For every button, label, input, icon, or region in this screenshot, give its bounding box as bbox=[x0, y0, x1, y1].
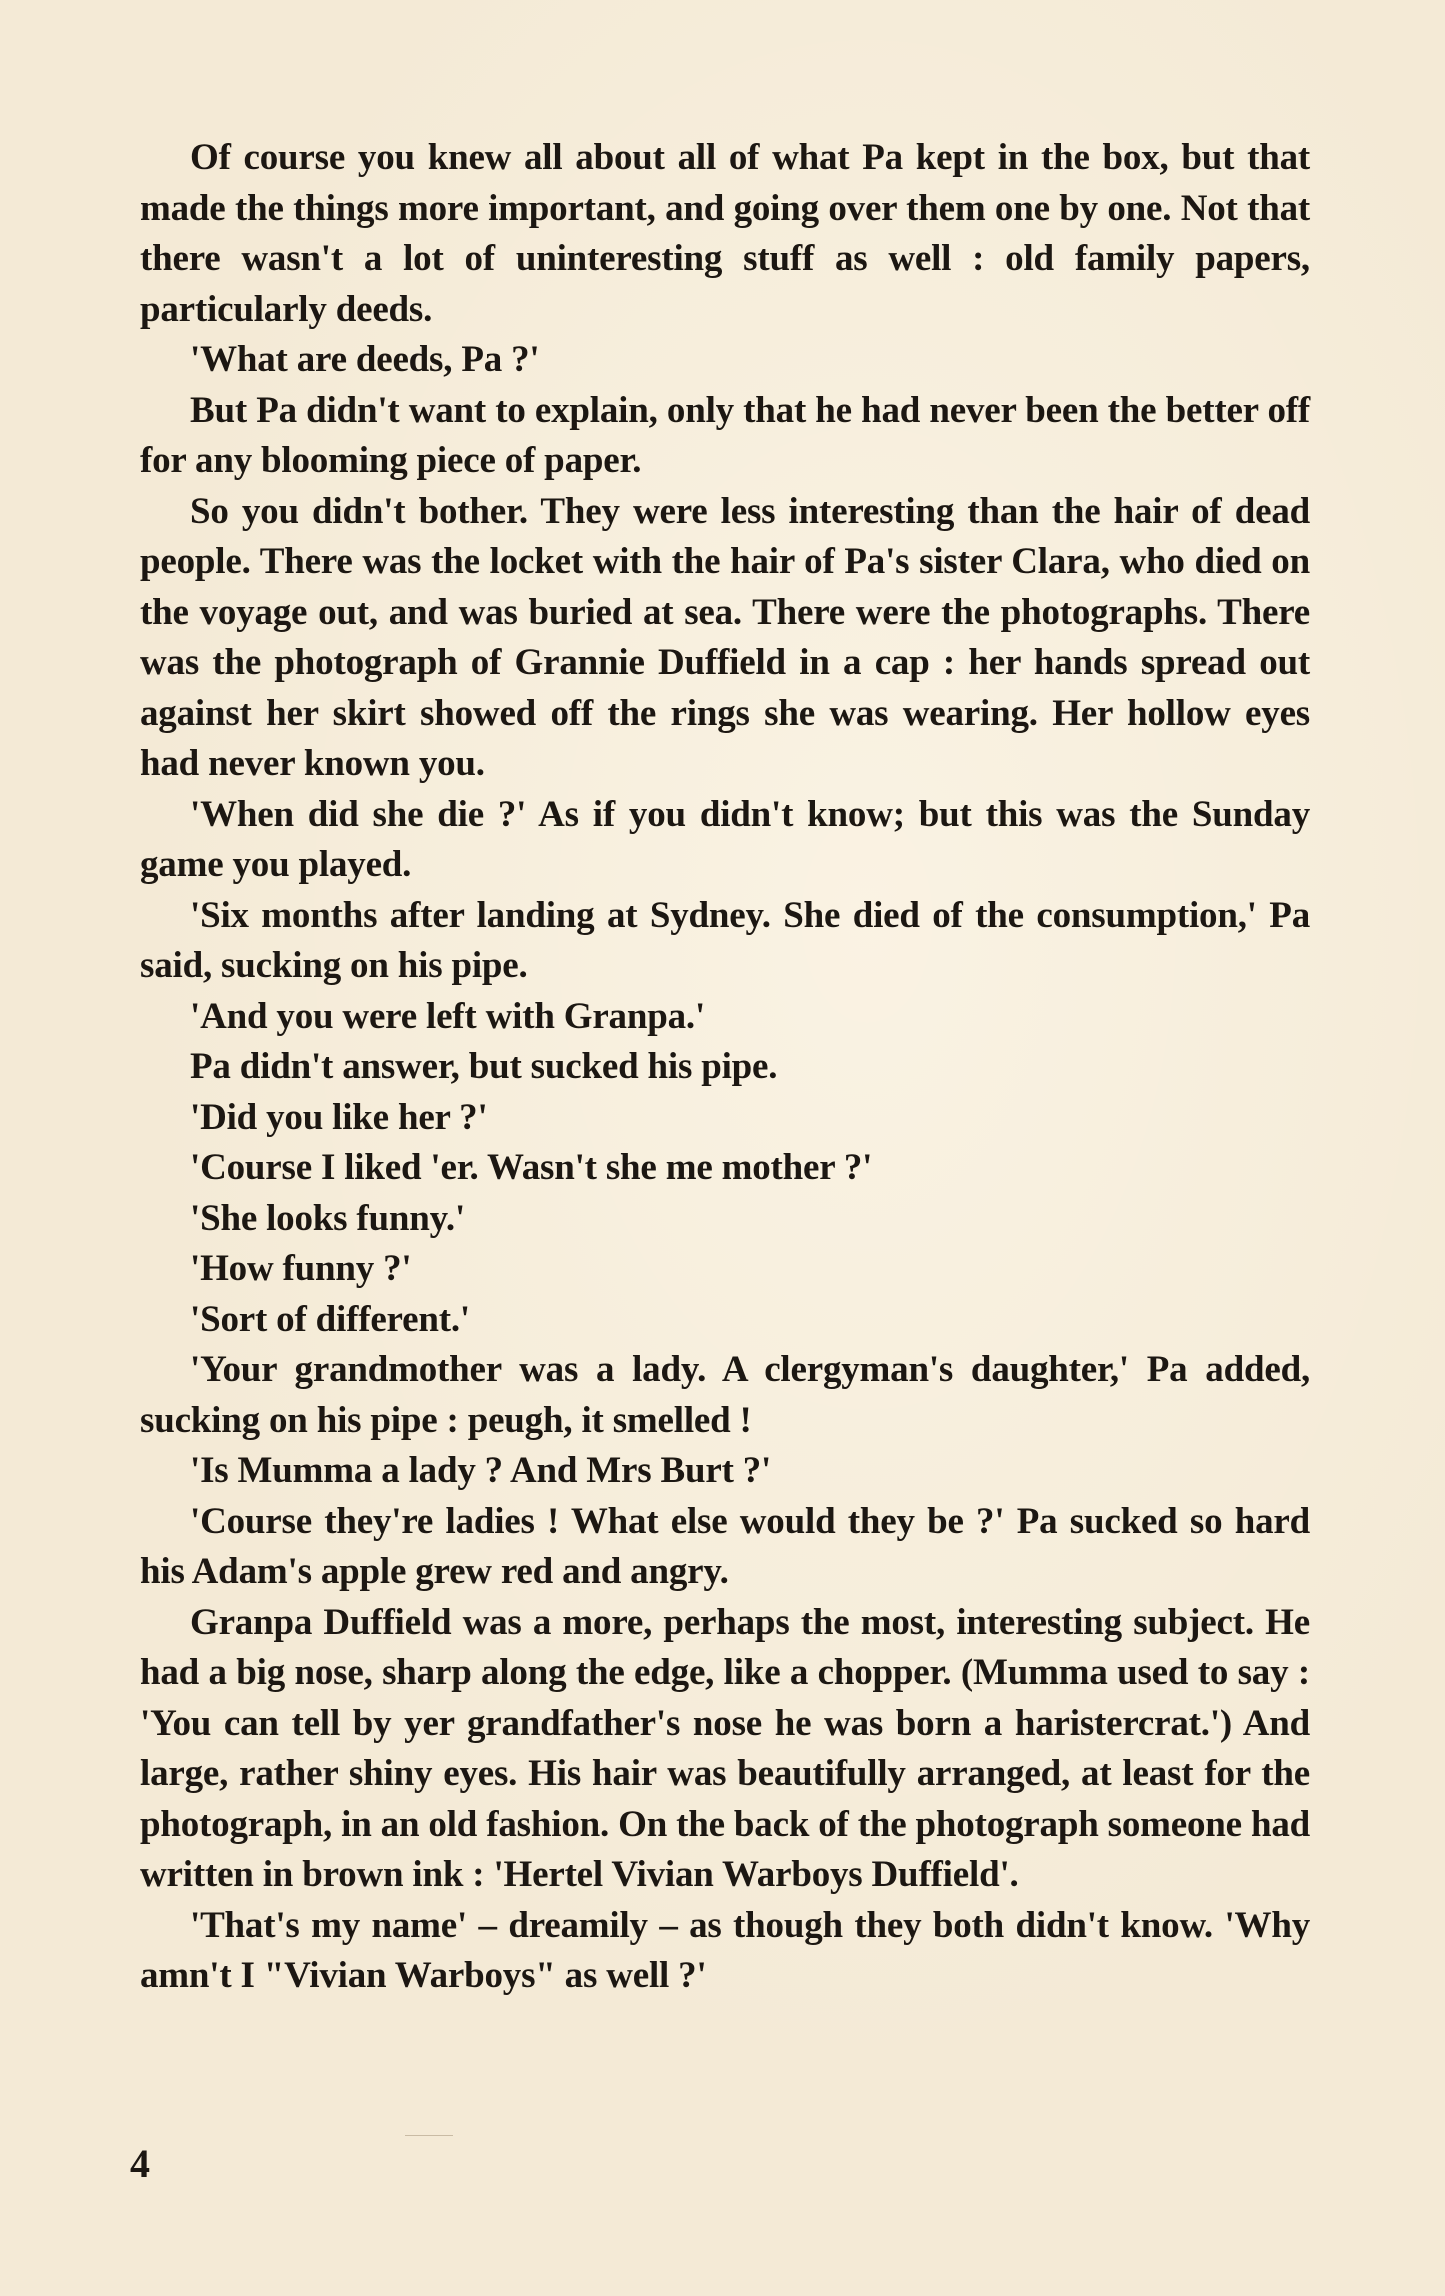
paragraph: Granpa Duffield was a more, perhaps the most, interesting subject. He had a big nose, sharp along the edge, like a chopper. (Mumma used to say : 'You can tell by yer grandfather's nose he was born a haristercrat.') And large, rather shiny eyes. His hair was beautifully arranged, at least for the photograph, in an old fashion. On the back of the photograph someone had written in brown ink : 'Hertel Vivian Warboys Duffield'. bbox=[140, 1601, 1310, 1895]
paragraph: 'Sort of different.' bbox=[190, 1298, 470, 1340]
paragraph: 'When did she die ?' As if you didn't know; but this was the Sunday game you played. bbox=[140, 793, 1310, 885]
footer-rule bbox=[405, 2135, 453, 2136]
page-number: 4 bbox=[130, 2141, 150, 2186]
paragraph: 'What are deeds, Pa ?' bbox=[190, 339, 540, 380]
paragraph: 'Is Mumma a lady ? And Mrs Burt ?' bbox=[190, 1450, 772, 1491]
paragraph: 'Did you like her ?' bbox=[190, 1096, 488, 1138]
paragraph: Pa didn't answer, but sucked his pipe. bbox=[190, 1046, 778, 1087]
paragraph: Of course you knew all about all of what Pa kept in the box, but that made the things more important, and going over them one by one. Not that there wasn't a lot of uninteresting stuff as well : old family papers, particularly deeds. bbox=[140, 137, 1310, 330]
paragraph: 'She looks funny.' bbox=[190, 1197, 466, 1239]
paragraph: 'Course I liked 'er. Wasn't she me mother ?' bbox=[190, 1147, 873, 1188]
paragraph: 'Six months after landing at Sydney. She died of the consumption,' Pa said, sucking on his pipe. bbox=[140, 894, 1310, 986]
paragraph: 'Your grandmother was a lady. A clergyman's daughter,' Pa added, sucking on his pipe : peugh, it smelled ! bbox=[140, 1349, 1310, 1441]
paragraph: So you didn't bother. They were less interesting than the hair of dead people. There was the locket with the hair of Pa's sister Clara, who died on the voyage out, and was buried at sea. There were the photographs. There was the photograph of Grannie Duffield in a cap : her hands spread out against her skirt showed off the rings she was wearing. Her hollow eyes had never known you. bbox=[140, 490, 1310, 784]
paragraph: But Pa didn't want to explain, only that he had never been the better off for any blooming piece of paper. bbox=[140, 389, 1310, 481]
paragraph: 'And you were left with Granpa.' bbox=[190, 995, 706, 1037]
paragraph: 'How funny ?' bbox=[190, 1248, 412, 1289]
paragraph: 'That's my name' – dreamily – as though they both didn't know. 'Why amn't I "Vivian Warboys" as well ?' bbox=[140, 1904, 1310, 1996]
paragraph: 'Course they're ladies ! What else would they be ?' Pa sucked so hard his Adam's apple grew red and angry. bbox=[140, 1500, 1310, 1592]
body-text bbox=[140, 133, 1310, 2002]
